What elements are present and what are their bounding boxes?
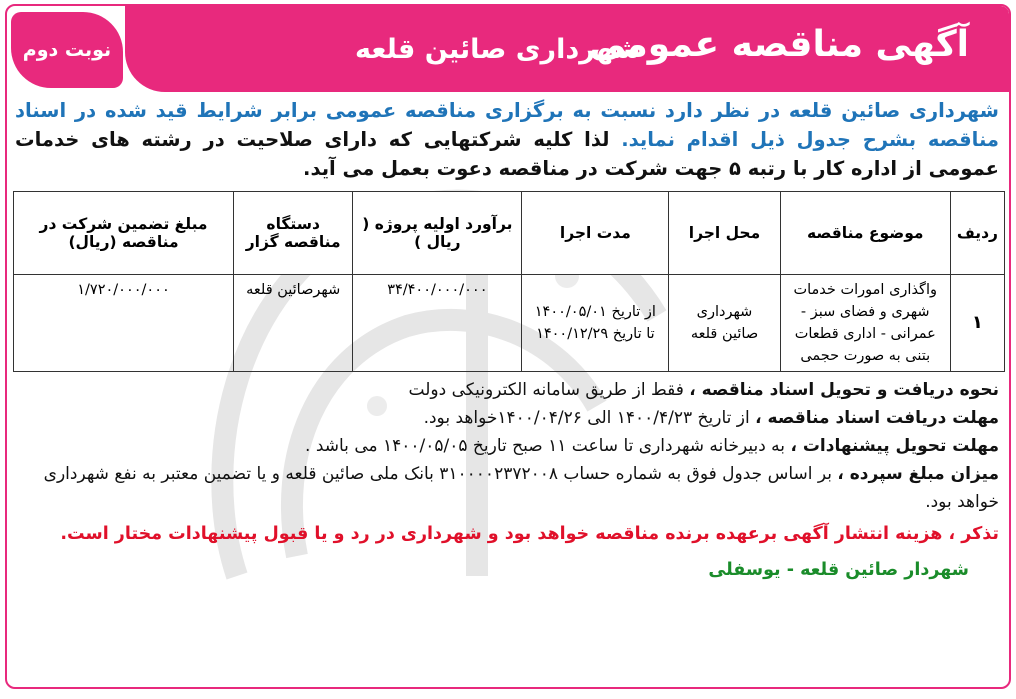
cell-organizer: شهرصائین قلعه bbox=[234, 275, 353, 372]
header bbox=[7, 6, 1009, 92]
deposit-line bbox=[15, 460, 999, 516]
col-header-organizer: دستگاه مناقصه گزار bbox=[234, 192, 353, 275]
tender-table bbox=[13, 191, 1005, 372]
col-header-duration: مدت اجرا bbox=[522, 192, 669, 275]
cell-guarantee: ۱/۷۲۰/۰۰۰/۰۰۰ bbox=[14, 275, 234, 372]
cell-location: شهرداری صائین قلعه bbox=[669, 275, 780, 372]
deadline-offers-line bbox=[15, 432, 999, 460]
cell-estimate: ۳۴/۴۰۰/۰۰۰/۰۰۰ bbox=[353, 275, 522, 372]
deadline-offers-text: به دبیرخانه شهرداری تا ساعت ۱۱ صبح تاریخ ۱۴۰۰/۰۵/۰۵ می باشد . bbox=[305, 436, 791, 456]
col-header-estimate: برآورد اولیه پروژه ( ریال ) bbox=[353, 192, 522, 275]
deadline-offers-label: مهلت تحویل پیشنهادات ، bbox=[790, 436, 999, 456]
cell-duration: از تاریخ ۱۴۰۰/۰۵/۰۱ تا تاریخ ۱۴۰۰/۱۲/۲۹ bbox=[522, 275, 669, 372]
header-band bbox=[125, 6, 1009, 92]
intro-part-1: شهرداری صائین قلعه در نظر دارد نسبت به برگزاری مناقصه عمومی برابر شرایط قید شده در اسناد مناقصه بشرح جدول ذیل اقدام نماید. bbox=[15, 99, 1000, 151]
cell-index: ۱ bbox=[950, 275, 1004, 372]
organization-title: شهرداری صائین قلعه bbox=[355, 34, 641, 65]
table-row bbox=[14, 275, 1005, 372]
mayor-signature: شهردار صائین قلعه - یوسفلی bbox=[708, 560, 969, 580]
notice-title: آگهی مناقصه عمومی bbox=[589, 24, 969, 65]
col-header-location: محل اجرا bbox=[669, 192, 780, 275]
receipt-text: فقط از طریق سامانه الکترونیکی دولت bbox=[408, 380, 690, 400]
receipt-line bbox=[15, 376, 999, 404]
col-header-guarantee: مبلغ تضمین شرکت در مناقصه (ریال) bbox=[14, 192, 234, 275]
deadline-docs-text: از تاریخ ۱۴۰۰/۴/۲۳ الی ۱۴۰۰/۰۴/۲۶خواهد بود. bbox=[423, 408, 756, 428]
deadline-docs-label: مهلت دریافت اسناد مناقصه ، bbox=[755, 408, 999, 428]
table-header-row bbox=[14, 192, 1005, 275]
col-header-subject: موضوع مناقصه bbox=[780, 192, 950, 275]
deposit-text: بر اساس جدول فوق به شماره حساب ۳۱۰۰۰۰۲۳۷۲۰۰۸ بانک ملی صائین قلعه و یا تضمین معتبر به نفع شهرداری خواهد بود. bbox=[43, 464, 999, 512]
edition-badge: نوبت دوم bbox=[11, 12, 123, 88]
deadline-docs-line bbox=[15, 404, 999, 432]
publication-note: تذکر ، هزینه انتشار آگهی برعهده برنده مناقصه خواهد بود و شهرداری در رد و یا قبول پیشنهادات مختار است. bbox=[60, 524, 999, 544]
details-section bbox=[7, 372, 1009, 516]
tender-notice bbox=[5, 4, 1011, 689]
receipt-label: نحوه دریافت و تحویل اسناد مناقصه ، bbox=[689, 380, 999, 400]
intro-paragraph bbox=[7, 92, 1009, 183]
col-header-index: ردیف bbox=[950, 192, 1004, 275]
intro-part-2: لذا کلیه شرکتهایی که دارای صلاحیت در رشته های خدمات عمومی از اداره کار با رتبه ۵ جهت شرکت در مناقصه دعوت بعمل می آید. bbox=[15, 128, 999, 180]
cell-subject: واگذاری امورات خدمات شهری و فضای سبز - عمرانی - اداری قطعات بتنی به صورت حجمی bbox=[780, 275, 950, 372]
deposit-label: میزان مبلغ سپرده ، bbox=[837, 464, 999, 484]
